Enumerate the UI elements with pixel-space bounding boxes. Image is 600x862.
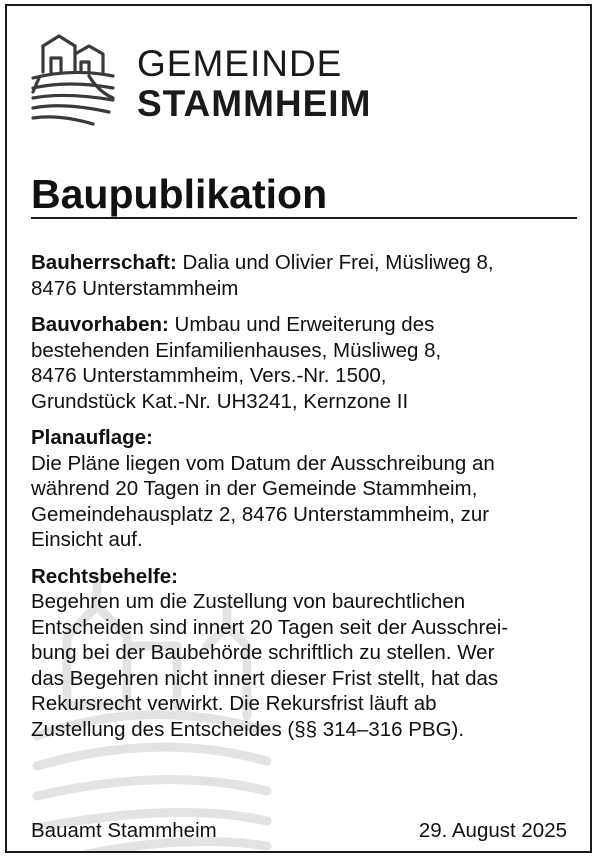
planauflage-line2: während 20 Tagen in der Gemeinde Stammheim, [31,477,478,500]
castle-hill-icon [29,32,117,128]
bauvorhaben-line3: 8476 Unterstammheim, Vers.-Nr. 1500, [31,364,387,387]
rechtsbehelfe-line3: bung bei der Baubehörde schriftlich zu stellen. Wer [31,641,495,664]
bauherrschaft-label: Bauherrschaft: [31,251,177,274]
bauvorhaben-text: Umbau und Erweiterung des [174,313,435,336]
bauvorhaben-line4: Grundstück Kat.-Nr. UH3241, Kernzone II [31,389,409,413]
rechtsbehelfe-line2: Entscheiden sind innert 20 Tagen seit der Ausschrei- [31,615,509,639]
planauflage-line4: Einsicht auf. [31,528,143,551]
section-planauflage [31,425,581,553]
planauflage-line1: Die Pläne liegen vom Datum der Ausschreibung an [31,451,495,475]
bauvorhaben-label: Bauvorhaben: [31,313,169,336]
rechtsbehelfe-line5: Rekursrecht verwirkt. Die Rekursfrist läuft ab [31,692,437,715]
section-bauherrschaft [31,250,581,301]
publication-frame [5,4,592,853]
title-divider [31,217,577,219]
section-rechtsbehelfe [31,564,581,743]
org-line-stammheim: STAMMHEIM [137,83,372,124]
footer [31,818,567,843]
footer-issuer: Bauamt Stammheim [31,819,217,842]
planauflage-line3: Gemeindehausplatz 2, 8476 Unterstammheim, zur [31,502,490,526]
bauherrschaft-text: Dalia und Olivier Frei, Müsliweg 8, [182,251,494,274]
org-line-gemeinde: GEMEINDE [137,43,343,84]
rechtsbehelfe-line1: Begehren um die Zustellung von baurechtlichen [31,590,466,613]
rechtsbehelfe-label: Rechtsbehelfe: [31,564,178,588]
section-bauvorhaben [31,312,581,414]
publication-body [31,250,581,753]
rechtsbehelfe-line4: das Begehren nicht innert dieser Frist stellt, hat das [31,666,499,690]
bauvorhaben-line2: bestehenden Einfamilienhauses, Müsliweg 8, [31,338,442,362]
page-title: Baupublikation [31,171,328,217]
footer-date: 29. August 2025 [418,819,567,842]
header [29,32,549,132]
planauflage-label: Planauflage: [31,426,153,449]
bauherrschaft-line2: 8476 Unterstammheim [31,276,239,300]
rechtsbehelfe-line6: Zustellung des Entscheides (§§ 314–316 PBG). [31,717,465,741]
org-name [137,44,371,124]
